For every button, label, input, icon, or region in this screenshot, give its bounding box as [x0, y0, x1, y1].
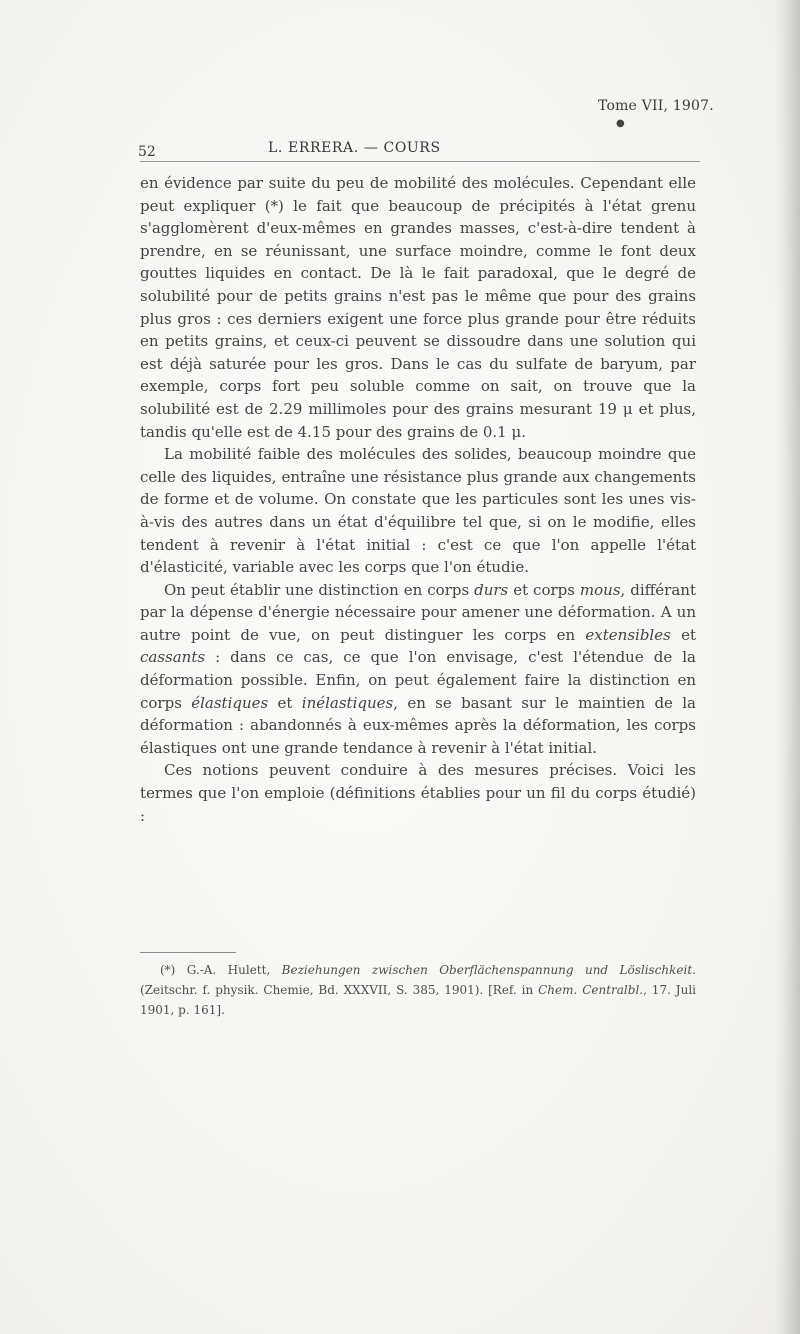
paragraph-3 [140, 579, 696, 760]
footnote-title: Beziehungen zwischen Oberflächenspannung und Löslischkeit [281, 963, 693, 977]
paragraph-3-text: , différant par la dépense d'énergie nécessaire pour amener une déformation. A un autre point de vue, on peut distinguer les corps en [140, 580, 696, 644]
footnote-text [140, 960, 696, 1020]
running-head: L. ERRERA. — COURS [268, 140, 441, 156]
term-elastiques: élastiques [191, 693, 269, 712]
footnote-date: , 17. Juli 1901, p. 161]. [140, 983, 696, 1017]
term-inelastiques: inélastiques [301, 693, 394, 712]
footnote-journal: Chem. Centralbl. [538, 983, 644, 997]
footnote-author: (*) G.-A. Hulett, [160, 963, 282, 977]
paragraph-3-text: On peut établir une distinction en corps [164, 580, 475, 599]
term-durs: durs [474, 580, 509, 599]
footnote-citation: . (Zeitschr. f. physik. Chemie, Bd. XXXVII, S. 385, 1901). [Ref. in [140, 963, 697, 997]
header-rule [140, 161, 700, 162]
body-text [140, 172, 696, 827]
term-cassants: cassants [140, 648, 206, 667]
page-number: 52 [138, 144, 156, 160]
paragraph-1: en évidence par suite du peu de mobilité des molécules. Cependant elle peut expliquer (*) le fait que beaucoup de précipités à l'état grenu s'agglomèrent d'eux-mêmes en grandes masses, c'est-à-dire tendent à prendre, en se réunissant, une surface moindre, comme le font deux gouttes liquides en contact. De là le fait paradoxal, que le degré de solubilité pour de petits grains n'est pas le même que pour des grains plus gros : ces derniers exigent une force plus grande pour être réduits en petits grains, et ceux-ci peuvent se dissoudre dans une solution qui est déjà saturée pour les gros. Dans le cas du sulfate de baryum, par exemple, corps fort peu soluble comme on sait, on trouve que la solubilité est de 2.29 millimoles pour des grains mesurant 19 μ et plus, tandis qu'elle est de 4.15 pour des grains de 0.1 μ. [140, 174, 696, 441]
paragraph-3-text: : dans ce cas, ce que l'on envisage, c'est l'étendue de la déformation possible. Enfin, on peut également faire la distinction en corps [140, 648, 696, 712]
term-extensibles: extensibles [585, 625, 671, 644]
binding-shadow [774, 0, 800, 1334]
paragraph-3-text: et corps [508, 580, 580, 599]
footnote [140, 960, 696, 1020]
ink-mark: ● [616, 118, 625, 129]
paragraph-3-text: et [670, 625, 696, 644]
paragraph-2: La mobilité faible des molécules des solides, beaucoup moindre que celle des liquides, entraîne une résistance plus grande aux changements de forme et de volume. On constate que les particules sont les unes vis-à-vis des autres dans un état d'équilibre tel que, si on le modifie, elles tendent à revenir à l'état initial : c'est ce que l'on appelle l'état d'élasticité, variable avec les corps que l'on étudie. [140, 445, 696, 577]
term-mous: mous [579, 580, 621, 599]
footnote-rule [140, 952, 236, 953]
paragraph-4: Ces notions peuvent conduire à des mesures précises. Voici les termes que l'on emploie (définitions établies pour un fil du corps étudié) : [140, 761, 696, 825]
paragraph-3-text: et [268, 693, 302, 712]
volume-label: Tome VII, 1907. [598, 98, 714, 114]
paragraph-3-text: , en se basant sur le maintien de la déformation : abandonnés à eux-mêmes après la déformation, les corps élastiques ont une grande tendance à revenir à l'état initial. [140, 693, 696, 757]
